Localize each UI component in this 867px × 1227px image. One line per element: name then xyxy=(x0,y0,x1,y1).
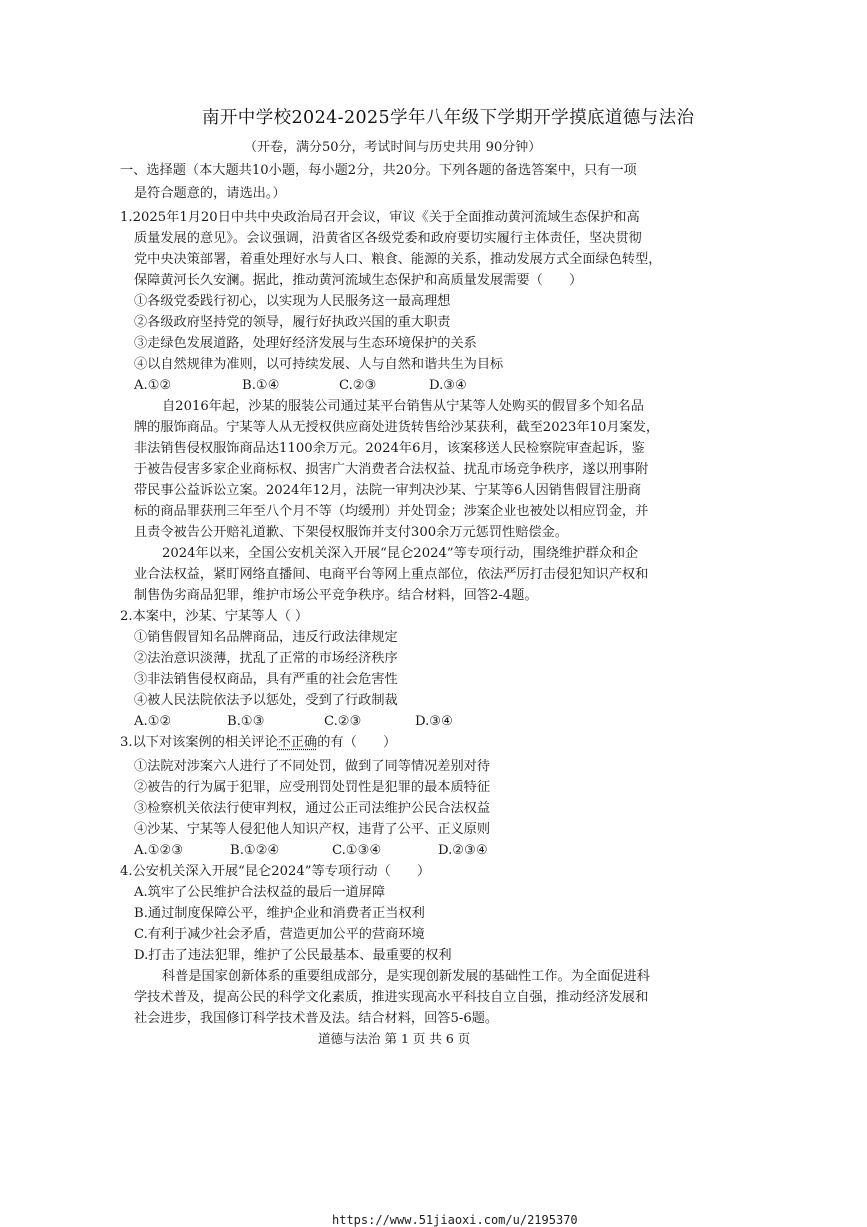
q3-item: ②被告的行为属于犯罪，应受刑罚处罚性是犯罪的最本质特征 xyxy=(134,780,491,795)
section-heading-line1: 一、选择题（本大题共10小题，每小题2分，共20分。下列各题的备选答案中，只有一项 xyxy=(120,163,637,178)
material-line: 于被告侵害多家企业商标权、损害广大消费者合法权益、扰乱市场竞争秩序，遂以刑事附 xyxy=(134,462,649,477)
material-line: 牌的服饰商品。宁某等人从无授权供应商处进货转售给沙某获利，截至2023年10月案发， xyxy=(134,420,660,435)
q3-stem-after: 的有（ ） xyxy=(317,735,397,750)
q3-option-a[interactable]: A.①②③ xyxy=(134,843,184,858)
page-title: 南开中学校2024-2025学年八年级下学期开学摸底道德与法治 xyxy=(202,108,695,128)
q4-option-a[interactable]: A.筑牢了公民维护合法权益的最后一道屏障 xyxy=(134,885,386,900)
q2-item: ②法治意识淡薄，扰乱了正常的市场经济秩序 xyxy=(134,651,398,666)
material-line: 非法销售侵权服饰商品达1100余万元。2024年6月，该案移送人民检察院审查起诉，鉴 xyxy=(134,441,645,456)
material-line: 社会进步，我国修订科学技术普及法。结合材料，回答5-6题。 xyxy=(134,1011,499,1026)
page-footer: 道德与法治 第 1 页 共 6 页 xyxy=(318,1031,471,1046)
q1-stem-line: 质量发展的意见》。会议强调，沿黄省区各级党委和政府要切实履行主体责任，坚决贯彻 xyxy=(134,231,642,246)
q3-item: ③检察机关依法行使审判权，通过公正司法维护公民合法权益 xyxy=(134,801,491,816)
q3-item: ④沙某、宁某等人侵犯他人知识产权，违背了公平、正义原则 xyxy=(134,822,491,837)
q1-item: ②各级政府坚持党的领导，履行好执政兴国的重大职责 xyxy=(134,315,451,330)
q1-option-c[interactable]: C.②③ xyxy=(339,378,377,393)
q3-item: ①法院对涉案六人进行了不同处罚，做到了同等情况差别对待 xyxy=(134,759,491,774)
q2-item: ①销售假冒知名品牌商品，违反行政法律规定 xyxy=(134,630,398,645)
material-line: 自2016年起，沙某的服装公司通过某平台销售从宁某等人处购买的假冒多个知名品 xyxy=(162,399,644,414)
material-line: 且责令被告公开赔礼道歉、下架侵权服饰并支付300余万元惩罚性赔偿金。 xyxy=(134,525,568,540)
material-line: 业合法权益，紧盯网络直播间、电商平台等网上重点部位，依法严厉打击侵犯知识产权和 xyxy=(134,567,649,582)
q4-stem: 4.公安机关深入开展“昆仑2024”等专项行动（ ） xyxy=(120,864,431,879)
q3-option-d[interactable]: D.②③④ xyxy=(438,843,488,858)
q2-option-c[interactable]: C.②③ xyxy=(324,714,362,729)
q1-options xyxy=(134,379,467,392)
q1-item: ④以自然规律为准则，以可持续发展、人与自然和谐共生为目标 xyxy=(134,357,504,372)
section-heading xyxy=(120,164,637,177)
q1-option-b[interactable]: B.①④ xyxy=(242,378,280,393)
exam-note: （开卷，满分50分，考试时间与历史共用 90分钟） xyxy=(244,140,542,155)
q3-option-b[interactable]: B.①②④ xyxy=(230,843,280,858)
q4-option-b[interactable]: B.通过制度保障公平，维护企业和消费者正当权利 xyxy=(134,906,425,921)
q3-stem-before: 3.以下对该案例的相关评论 xyxy=(120,735,278,750)
q1-stem-line: 1.2025年1月20日中共中央政治局召开会议，审议《关于全面推动黄河流域生态保护和高 xyxy=(120,210,640,225)
q2-option-b[interactable]: B.①③ xyxy=(227,714,265,729)
watermark-url[interactable]: https://www.51jiaoxi.com/u/2195370 xyxy=(332,1213,578,1227)
q1-stem-line: 党中央决策部署，着重处理好水与人口、粮食、能源的关系，推动发展方式全面绿色转型， xyxy=(134,252,662,267)
q2-option-a[interactable]: A.①② xyxy=(134,714,172,729)
q3-stem-emphasis: 不正确 xyxy=(277,735,318,750)
q2-item: ③非法销售侵权商品，具有严重的社会危害性 xyxy=(134,672,398,687)
material-line: 制售伪劣商品犯罪，维护市场公平竞争秩序。结合材料，回答2-4题。 xyxy=(134,588,538,603)
q2-option-d[interactable]: D.③④ xyxy=(415,714,453,729)
q1-option-a[interactable]: A.①② xyxy=(134,378,172,393)
q2-options xyxy=(134,715,453,728)
material-line: 标的商品罪获刑三年至八个月不等（均缓刑）并处罚金；涉案企业也被处以相应罚金，并 xyxy=(134,504,649,519)
q2-item: ④被人民法院依法予以惩处，受到了行政制裁 xyxy=(134,693,398,708)
q4-option-c[interactable]: C.有利于减少社会矛盾，营造更加公平的营商环境 xyxy=(134,927,425,942)
q2-stem: 2.本案中，沙某、宁某等人（ ） xyxy=(120,609,309,624)
q3-option-c[interactable]: C.①③④ xyxy=(332,843,382,858)
q1-stem-line: 保障黄河长久安澜。据此，推动黄河流域生态保护和高质量发展需要（ ） xyxy=(134,273,583,288)
q3-stem xyxy=(120,736,396,749)
section-heading-line2: 是符合题意的，请选出。） xyxy=(134,186,286,201)
q1-item: ①各级党委践行初心，以实现为人民服务这一最高理想 xyxy=(134,294,451,309)
material-line: 带民事公益诉讼立案。2024年12月，法院一审判决沙某、宁某等6人因销售假冒注册商 xyxy=(134,483,642,498)
material-line: 科普是国家创新体系的重要组成部分，是实现创新发展的基础性工作。为全面促进科 xyxy=(162,969,650,984)
q1-item: ③走绿色发展道路，处理好经济发展与生态环境保护的关系 xyxy=(134,336,477,351)
q1-option-d[interactable]: D.③④ xyxy=(429,378,467,393)
material-line: 2024年以来，全国公安机关深入开展“昆仑2024”等专项行动，围绕维护群众和企 xyxy=(162,546,639,561)
q4-option-d[interactable]: D.打击了违法犯罪，维护了公民最基本、最重要的权利 xyxy=(134,948,452,963)
q3-options xyxy=(134,844,488,857)
material-line: 学技术普及，提高公民的科学文化素质，推进实现高水平科技自立自强，推动经济发展和 xyxy=(134,990,649,1005)
